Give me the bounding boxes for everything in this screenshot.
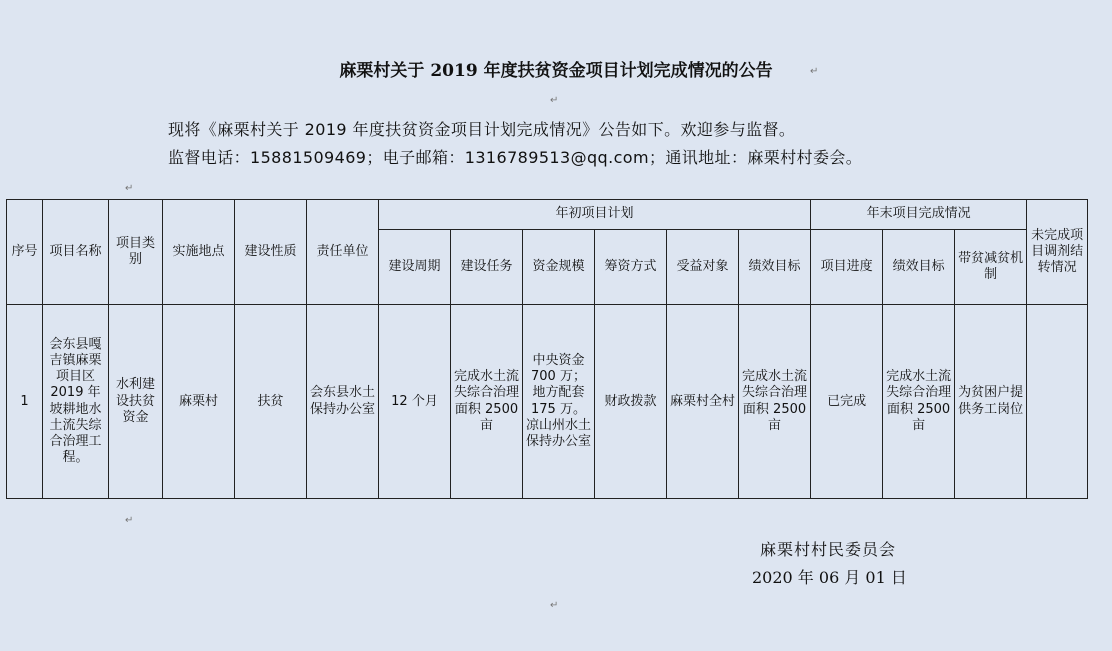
header-seq: 序号 [7,200,43,305]
header-result-group: 年末项目完成情况 [811,200,1027,230]
cell-task: 完成水土流失综合治理面积 2500 亩 [451,305,523,499]
notice-title: 麻栗村关于 2019 年度扶贫资金项目计划完成情况的公告 [339,61,773,81]
cell-scale: 中央资金 700 万；地方配套 175 万。凉山州水土保持办公室 [523,305,595,499]
cell-nature: 扶贫 [235,305,307,499]
header-nature: 建设性质 [235,200,307,305]
cell-unit: 会东县水土保持办公室 [307,305,379,499]
header-scale: 资金规模 [523,230,595,305]
cell-target: 完成水土流失综合治理面积 2500 亩 [739,305,811,499]
signature-date: 2020 年 06 月 01 日 [752,568,907,587]
cell-seq: 1 [7,305,43,499]
cell-poverty: 为贫困户提供务工岗位 [955,305,1027,499]
paragraph-mark: ↵ [550,600,559,611]
cell-name: 会东县嘎吉镇麻栗项目区 2019 年坡耕地水土流失综合治理工程。 [43,305,109,499]
header-plan-group: 年初项目计划 [379,200,811,230]
contact-paragraph: 监督电话：15881509469；电子邮箱：1316789513@qq.com；通讯地址：麻栗村村委会。 [168,148,863,167]
cell-funding: 财政拨款 [595,305,667,499]
paragraph-mark: ↵ [810,66,819,77]
cell-category: 水利建设扶贫资金 [109,305,163,499]
header-beneficiary: 受益对象 [667,230,739,305]
header-target: 绩效目标 [739,230,811,305]
header-unfinished: 未完成项目调剂结转情况 [1027,200,1088,305]
header-period: 建设周期 [379,230,451,305]
cell-progress: 已完成 [811,305,883,499]
cell-beneficiary: 麻栗村全村 [667,305,739,499]
paragraph-mark: ↵ [125,183,134,194]
intro-paragraph: 现将《麻栗村关于 2019 年度扶贫资金项目计划完成情况》公告如下。欢迎参与监督。 [168,120,796,139]
table-row [7,305,1088,499]
table-header-row [7,200,1088,230]
header-poverty: 带贫减贫机制 [955,230,1027,305]
cell-unfinished [1027,305,1088,499]
header-progress: 项目进度 [811,230,883,305]
notice-table [6,199,1088,499]
header-task: 建设任务 [451,230,523,305]
cell-perf: 完成水土流失综合治理面积 2500 亩 [883,305,955,499]
header-category: 项目类别 [109,200,163,305]
header-name: 项目名称 [43,200,109,305]
cell-location: 麻栗村 [163,305,235,499]
signature-org: 麻栗村村民委员会 [760,540,897,559]
header-perf: 绩效目标 [883,230,955,305]
cell-period: 12 个月 [379,305,451,499]
paragraph-mark: ↵ [125,515,134,526]
paragraph-mark: ↵ [550,95,559,106]
header-location: 实施地点 [163,200,235,305]
header-unit: 责任单位 [307,200,379,305]
header-funding: 筹资方式 [595,230,667,305]
